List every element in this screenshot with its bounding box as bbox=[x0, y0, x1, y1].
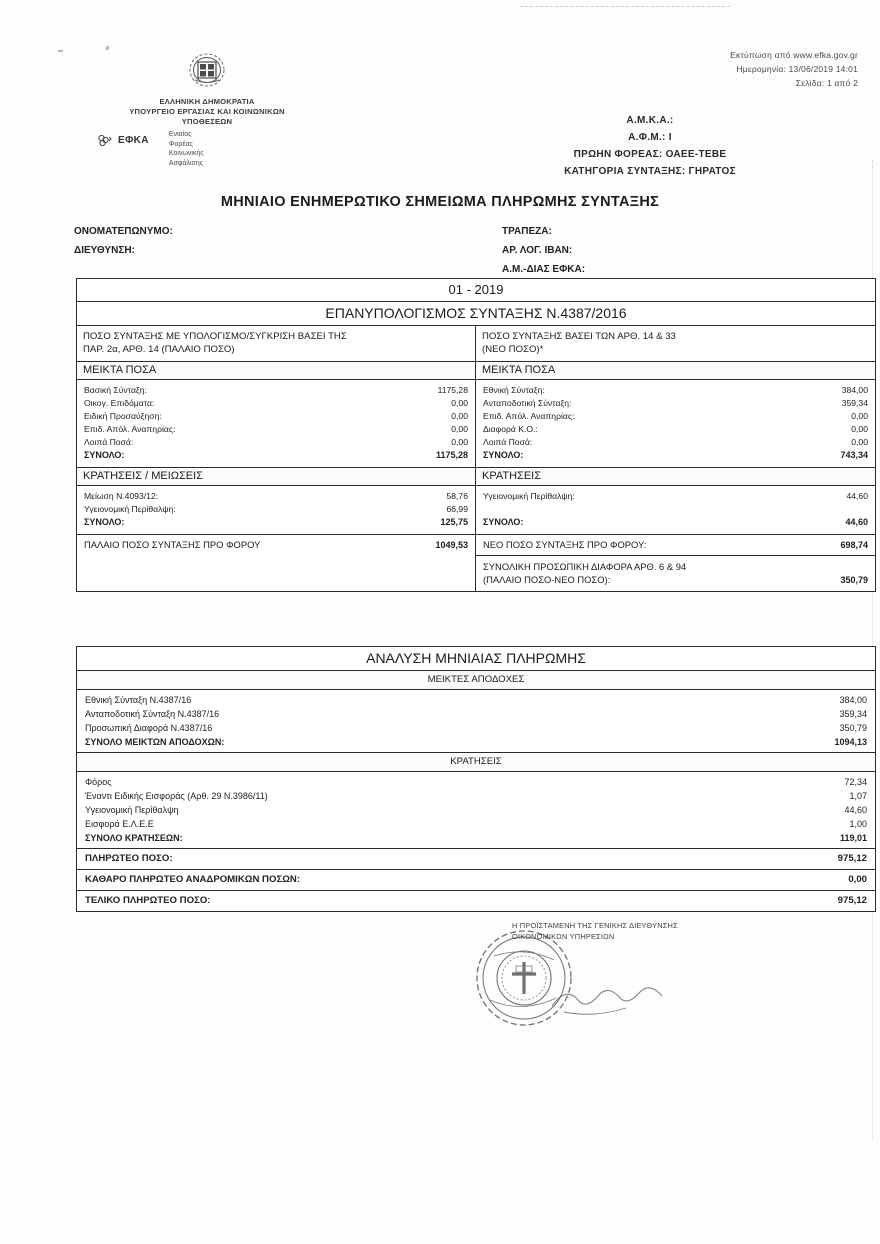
row-label: Εισφορά Ε.Λ.Ε.Ε bbox=[85, 819, 154, 829]
row-value: 44,60 bbox=[844, 805, 867, 815]
row-value: 975,12 bbox=[837, 853, 867, 864]
new-gross-total-row bbox=[476, 448, 875, 463]
row-label: ΣΥΝΟΛΟ: bbox=[84, 517, 125, 527]
efka-word-2: Φορέας bbox=[168, 140, 193, 148]
signatory-title-line2: ΟΙΚΟΝΟΜΙΚΩΝ ΥΠΗΡΕΣΙΩΝ bbox=[512, 932, 615, 941]
payment-deductions-section-title: ΚΡΑΤΗΣΕΙΣ bbox=[77, 752, 875, 772]
ministry-header bbox=[92, 46, 322, 127]
print-date: Ημερομηνία: 13/06/2019 14:01 bbox=[736, 64, 858, 74]
row-label: ΣΥΝΟΛΟ: bbox=[483, 517, 524, 527]
table-row bbox=[77, 803, 875, 817]
table-row bbox=[77, 502, 475, 515]
row-value: 1175,28 bbox=[435, 450, 468, 460]
table-row bbox=[77, 396, 475, 409]
name-label: ΟΝΟΜΑΤΕΠΩΝΥΜΟ: bbox=[74, 226, 173, 237]
table-row bbox=[77, 435, 475, 448]
signatory-title-line1: Η ΠΡΟΪΣΤΑΜΕΝΗ ΤΗΣ ΓΕΝΙΚΗΣ ΔΙΕΥΘΥΝΣΗΣ bbox=[512, 921, 678, 930]
signature-stamp-area bbox=[452, 918, 782, 1033]
row-value: 0,00 bbox=[451, 410, 468, 421]
pensioner-identifiers bbox=[430, 112, 870, 180]
period-row: 01 - 2019 bbox=[77, 279, 875, 302]
gross-earnings-total-row bbox=[77, 735, 875, 749]
row-label: Εθνική Σύνταξη: bbox=[483, 384, 545, 395]
efka-short-name: ΕΦΚΑ bbox=[118, 135, 149, 146]
personal-difference-value: 350,79 bbox=[840, 575, 868, 585]
old-gross-rows bbox=[77, 380, 475, 467]
personal-difference-label-line2: (ΠΑΛΑΙΟ ΠΟΣΟ-ΝΕΟ ΠΟΣΟ): bbox=[483, 574, 611, 585]
new-amount-header bbox=[476, 326, 875, 362]
old-amount-header bbox=[77, 326, 475, 362]
efka-branding bbox=[96, 130, 204, 168]
table-row bbox=[476, 435, 875, 448]
former-fund-label: ΠΡΩΗΝ ΦΟΡΕΑΣ: ΟΑΕΕ-ΤΕΒΕ bbox=[573, 149, 727, 160]
old-deduction-rows bbox=[77, 486, 475, 534]
row-value: 125,75 bbox=[440, 517, 468, 527]
row-value: 743,34 bbox=[840, 450, 868, 460]
print-metadata bbox=[558, 48, 858, 90]
table-row bbox=[77, 693, 875, 707]
row-value: 1049,53 bbox=[435, 540, 468, 550]
row-label: ΣΥΝΟΛΟ: bbox=[483, 450, 524, 460]
table-row bbox=[476, 409, 875, 422]
new-deduction-rows bbox=[476, 486, 875, 534]
table-row bbox=[476, 396, 875, 409]
new-gross-section-title: ΜΕΙΚΤΑ ΠΟΣΑ bbox=[476, 362, 875, 380]
gross-earnings-rows bbox=[77, 690, 875, 752]
row-value: 119,01 bbox=[839, 833, 867, 843]
new-amount-column bbox=[476, 326, 875, 591]
row-label: Έναντι Ειδικής Εισφοράς (Αρθ. 29 Ν.3986/11) bbox=[85, 791, 268, 801]
row-value: 359,34 bbox=[841, 397, 868, 408]
row-value: 0,00 bbox=[451, 423, 468, 434]
old-deductions-total-row bbox=[77, 515, 475, 530]
row-label: Φόρος bbox=[85, 777, 112, 787]
row-value: 1175,28 bbox=[437, 384, 468, 395]
row-value: 350,79 bbox=[839, 723, 867, 733]
row-value: 698,74 bbox=[840, 540, 868, 550]
personal-difference-label-line1: ΣΥΝΟΛΙΚΗ ΠΡΟΣΩΠΙΚΗ ΔΙΑΦΟΡΑ ΑΡΘ. 6 & 94 bbox=[483, 561, 687, 572]
print-page: Σελίδα: 1 από 2 bbox=[795, 78, 858, 88]
new-amount-header-line2: (ΝΕΟ ΠΟΣΟ)* bbox=[482, 344, 544, 355]
table-row bbox=[77, 707, 875, 721]
old-gross-total-row bbox=[77, 448, 475, 463]
row-value: 384,00 bbox=[839, 695, 867, 705]
pensioner-details bbox=[74, 222, 173, 260]
old-gross-section-title: ΜΕΙΚΤΑ ΠΟΣΑ bbox=[77, 362, 475, 380]
table-row bbox=[77, 409, 475, 422]
table-row bbox=[77, 489, 475, 502]
row-label: Προσωπική Διαφορά Ν.4387/16 bbox=[85, 723, 213, 733]
row-value: 0,00 bbox=[851, 423, 868, 434]
row-label: Επιδ. Απόλ. Αναπηρίας: bbox=[84, 423, 176, 434]
row-value: 72,34 bbox=[844, 777, 867, 787]
row-value: 0,00 bbox=[451, 397, 468, 408]
efka-word-1: Ενιαίος bbox=[168, 131, 192, 138]
row-value: 975,12 bbox=[837, 895, 867, 906]
row-label: Μείωση Ν.4093/12: bbox=[84, 490, 159, 501]
old-amount-header-line2: ΠΑΡ. 2α, ΑΡΘ. 14 (ΠΑΛΑΙΟ ΠΟΣΟ) bbox=[83, 344, 235, 355]
row-label: Εθνική Σύνταξη Ν.4387/16 bbox=[85, 695, 192, 705]
table-row bbox=[77, 817, 875, 831]
row-label: ΣΥΝΟΛΟ ΚΡΑΤΗΣΕΩΝ: bbox=[85, 833, 183, 843]
table-row bbox=[77, 422, 475, 435]
row-label: Λοιπά Ποσά: bbox=[84, 436, 134, 447]
print-source: Εκτύπωση από www.efka.gov.gr bbox=[730, 50, 858, 60]
row-label: ΠΛΗΡΩΤΕΟ ΠΟΣΟ: bbox=[85, 853, 173, 864]
table-row bbox=[476, 422, 875, 435]
address-label: ΔΙΕΥΘΥΝΣΗ: bbox=[74, 245, 135, 256]
table-row bbox=[77, 721, 875, 735]
table-row bbox=[77, 789, 875, 803]
row-label: ΣΥΝΟΛΟ ΜΕΙΚΤΩΝ ΑΠΟΔΟΧΩΝ: bbox=[85, 737, 225, 747]
table-row bbox=[476, 489, 875, 502]
personal-difference-row bbox=[476, 555, 875, 591]
recalculation-table bbox=[76, 278, 876, 592]
ministry-label-line1: ΥΠΟΥΡΓΕΙΟ ΕΡΓΑΣΙΑΣ ΚΑΙ ΚΟΙΝΩΝΙΚΩΝ bbox=[129, 107, 285, 116]
row-label: Διαφορά Κ.Ο.: bbox=[483, 423, 538, 434]
monthly-payment-table bbox=[76, 646, 876, 912]
payment-deductions-total-row bbox=[77, 831, 875, 845]
scan-speck bbox=[58, 50, 63, 52]
document-title: ΜΗΝΙΑΙΟ ΕΝΗΜΕΡΩΤΙΚΟ ΣΗΜΕΙΩΜΑ ΠΛΗΡΩΜΗΣ ΣΥΝΤΑΞΗΣ bbox=[220, 194, 660, 210]
row-label: Ανταποδοτική Σύνταξη Ν.4387/16 bbox=[85, 709, 220, 719]
recalculation-title: ΕΠΑΝΥΠΟΛΟΓΙΣΜΟΣ ΣΥΝΤΑΞΗΣ Ν.4387/2016 bbox=[77, 302, 875, 326]
old-amount-header-line1: ΠΟΣΟ ΣΥΝΤΑΞΗΣ ΜΕ ΥΠΟΛΟΓΙΣΜΟ/ΣΥΓΚΡΙΣΗ ΒΑΣΕΙ ΤΗΣ bbox=[83, 331, 347, 342]
new-pretax-row bbox=[476, 534, 875, 555]
row-label: Οικογ. Επιδόματα: bbox=[84, 397, 155, 408]
row-value: 0,00 bbox=[851, 436, 868, 447]
payment-deduction-rows bbox=[77, 772, 875, 848]
row-value: 0,00 bbox=[451, 436, 468, 447]
page-edge-marker-top bbox=[520, 6, 730, 8]
monthly-payment-title: ΑΝΑΛΥΣΗ ΜΗΝΙΑΙΑΣ ΠΛΗΡΩΜΗΣ bbox=[77, 647, 875, 671]
efka-id-label: Α.Μ.-ΔΙΑΣ ΕΦΚΑ: bbox=[502, 264, 586, 275]
old-pretax-row bbox=[77, 534, 475, 555]
row-label: Υγειονομική Περίθαλψη: bbox=[84, 503, 176, 514]
efka-word-4: Ασφάλισης bbox=[168, 159, 204, 167]
amka-label: Α.Μ.Κ.Α.: bbox=[626, 115, 674, 126]
row-label: Βασική Σύνταξη: bbox=[84, 384, 147, 395]
table-row bbox=[77, 775, 875, 789]
old-amount-column bbox=[77, 326, 476, 591]
final-amount-row bbox=[77, 890, 875, 911]
pension-category-label: ΚΑΤΗΓΟΡΙΑ ΣΥΝΤΑΞΗΣ: ΓΗΡΑΤΟΣ bbox=[564, 166, 736, 177]
row-value: 44,60 bbox=[846, 490, 868, 501]
efka-word-3: Κοινωνικής bbox=[168, 150, 204, 157]
row-value: 58,76 bbox=[446, 490, 468, 501]
payable-amount-row bbox=[77, 848, 875, 869]
row-value: 1,00 bbox=[849, 819, 867, 829]
row-label: Υγειονομική Περίθαλψη: bbox=[483, 490, 575, 501]
row-value: 66,99 bbox=[446, 503, 468, 514]
gross-earnings-section-title: ΜΕΙΚΤΕΣ ΑΠΟΔΟΧΕΣ bbox=[77, 671, 875, 690]
iban-label: ΑΡ. ΛΟΓ. ΙΒΑΝ: bbox=[502, 245, 573, 256]
bank-details bbox=[502, 222, 585, 279]
row-value: 0,00 bbox=[848, 874, 867, 885]
recalculation-columns bbox=[77, 326, 875, 591]
table-row bbox=[476, 383, 875, 396]
row-label: ΚΑΘΑΡΟ ΠΛΗΡΩΤΕΟ ΑΝΑΔΡΟΜΙΚΩΝ ΠΟΣΩΝ: bbox=[85, 874, 301, 885]
old-deductions-section-title: ΚΡΑΤΗΣΕΙΣ / ΜΕΙΩΣΕΙΣ bbox=[77, 467, 475, 486]
new-deductions-section-title: ΚΡΑΤΗΣΕΙΣ bbox=[476, 467, 875, 486]
efka-logo-icon bbox=[96, 133, 112, 149]
row-value: 1,07 bbox=[849, 791, 867, 801]
row-label: Υγειονομική Περίθαλψη bbox=[85, 805, 179, 815]
row-label: Ειδική Προσαύξηση: bbox=[84, 410, 162, 421]
row-label: ΠΑΛΑΙΟ ΠΟΣΟ ΣΥΝΤΑΞΗΣ ΠΡΟ ΦΟΡΟΥ bbox=[84, 539, 261, 550]
row-value: 44,60 bbox=[845, 517, 868, 527]
greek-republic-emblem-icon bbox=[183, 46, 231, 94]
row-value: 384,00 bbox=[841, 384, 868, 395]
republic-label: ΕΛΛΗΝΙΚΗ ΔΗΜΟΚΡΑΤΙΑ bbox=[159, 97, 255, 106]
row-label: ΤΕΛΙΚΟ ΠΛΗΡΩΤΕΟ ΠΟΣΟ: bbox=[85, 895, 211, 906]
table-row bbox=[77, 383, 475, 396]
row-value: 1094,13 bbox=[834, 737, 867, 747]
row-label: Ανταποδοτική Σύνταξη: bbox=[483, 397, 572, 408]
bank-label: ΤΡΑΠΕΖΑ: bbox=[502, 226, 552, 237]
row-label: ΝΕΟ ΠΟΣΟ ΣΥΝΤΑΞΗΣ ΠΡΟ ΦΟΡΟΥ: bbox=[483, 539, 647, 550]
new-amount-header-line1: ΠΟΣΟ ΣΥΝΤΑΞΗΣ ΒΑΣΕΙ ΤΩΝ ΑΡΘ. 14 & 33 bbox=[482, 331, 676, 342]
efka-full-name bbox=[169, 130, 204, 168]
afm-label: Α.Φ.Μ.: Ι bbox=[628, 132, 672, 143]
new-gross-rows bbox=[476, 380, 875, 467]
row-label: ΣΥΝΟΛΟ: bbox=[84, 450, 125, 460]
row-value: 0,00 bbox=[851, 410, 868, 421]
ministry-label-line2: ΥΠΟΘΕΣΕΩΝ bbox=[181, 117, 233, 126]
new-deductions-total-row bbox=[476, 515, 875, 530]
handwritten-signature bbox=[548, 978, 668, 1018]
row-value: 359,34 bbox=[839, 709, 867, 719]
row-label: Επιδ. Απόλ. Αναπηρίας: bbox=[483, 410, 575, 421]
row-label: Λοιπά Ποσά: bbox=[483, 436, 533, 447]
retroactive-amount-row bbox=[77, 869, 875, 890]
